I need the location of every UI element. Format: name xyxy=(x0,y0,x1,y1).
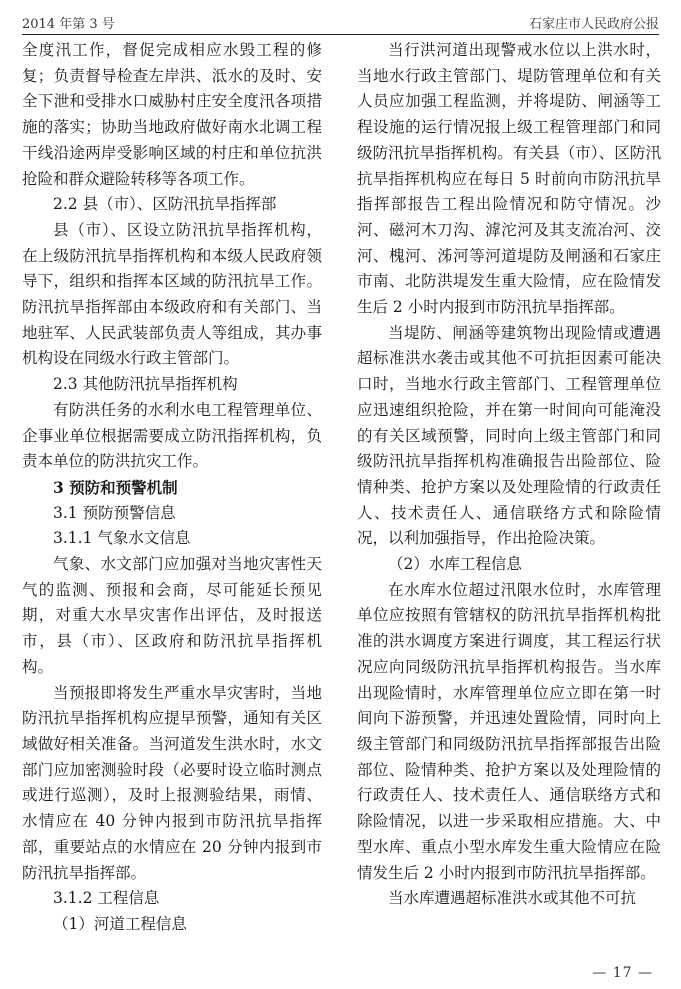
left-column xyxy=(22,38,322,938)
journal-title: 石家庄市人民政府公报 xyxy=(528,17,659,32)
paragraph: 当堤防、闸涵等建筑物出现险情或遭遇超标准洪水袭击或其他不可抗拒因素可能决口时，当地水行政主管部门、工程管理单位应迅速组织抢险，并在第一时间向可能淹没的有关区域预警，同时向上级主管部门和同级防汛抗旱指挥机构准确报告出险部位、险情种类、抢护方案以及处理险情的行政责任人、技术责任人、通信联络方式和除险情况，以利加强指导，作出抢险决策。 xyxy=(357,323,661,548)
paragraph: 有防洪任务的水利水电工程管理单位、企事业单位根据需要成立防汛指挥机构，负责本单位的防洪抗灾工作。 xyxy=(22,400,322,471)
page-number: — 17 — xyxy=(592,965,653,981)
paragraph: 气象、水文部门应加强对当地灾害性天气的监测、预报和会商，尽可能延长预见期，对重大水旱灾害作出评估，及时报送市，县（市）、区政府和防汛抗旱指挥机构。 xyxy=(22,555,322,676)
subsection-heading: 3.1.2 工程信息 xyxy=(53,889,160,908)
subsection-heading: 3.1.1 气象水文信息 xyxy=(53,529,191,548)
running-header xyxy=(22,10,659,32)
paragraph: 县（市）、区设立防汛抗旱指挥机构，在上级防汛抗旱指挥机构和本级人民政府领导下，组织和指挥本区域的防汛抗旱工作。防汛抗旱指挥部由本级政府和有关部门、当地驻军、人民武装部负责人等组成，其办事机构设在同级水行政主管部门。 xyxy=(22,220,322,368)
section-heading: 2.3 其他防汛抗旱指挥机构 xyxy=(53,375,238,394)
right-column xyxy=(357,38,661,912)
paragraph: 当行洪河道出现警戒水位以上洪水时，当地水行政主管部门、堤防管理单位和有关人员应加强工程监测，并将堤防、闸涵等工程设施的运行情况报上级工程管理部门和同级防汛抗旱指挥机构。有关县（市）、区防汛抗旱指挥机构应在每日 5 时前向市防汛抗旱指挥部报告工程出险情况和防守情况。沙河、磁河木刀沟、滹沱河及其支流冶河、洨河、槐河、泲河等河道堤防及闸涵和石家庄市南、北防洪堤发生重大险情，应在险情发生后 2 小时内报到市防汛抗旱指挥部。 xyxy=(357,41,661,317)
paragraph: 全度汛工作，督促完成相应水毁工程的修复；负责督导检查左岸洪、泜水的及时、安全下泄和受排水口威胁村庄安全度汛各项措施的落实；协助当地政府做好南水北调工程干线沿途两岸受影响区域的村庄和单位抗洪抢险和群众避险转移等各项工作。 xyxy=(22,41,322,188)
item-heading: （1）河道工程信息 xyxy=(53,914,187,933)
issue-label: 2014 年第 3 号 xyxy=(22,17,115,32)
paragraph: 在水库水位超过汛限水位时，水库管理单位应按照有管辖权的防汛抗旱指挥机构批准的洪水调度方案进行调度，其工程运行状况应向同级防汛抗旱指挥机构报告。当水库出现险情时，水库管理单位应立即在第一时间向下游预警，并迅速处置险情，同时向上级主管部门和同级防汛抗旱指挥部报告出险部位、险情种类、抢护方案以及处理险情的行政责任人、技术责任人、通信联络方式和除险情况，以进一步采取相应措施。大、中型水库、重点小型水库发生重大险情应在险情发生后 2 小时内报到市防汛抗旱指挥部。 xyxy=(357,580,661,882)
chapter-heading: 3 预防和预警机制 xyxy=(53,477,178,497)
item-heading: （2）水库工程信息 xyxy=(388,555,522,574)
section-heading: 2.2 县（市）、区防汛抗旱指挥部 xyxy=(53,195,277,214)
paragraph: 当水库遭遇超标准洪水或其他不可抗 xyxy=(388,889,637,908)
section-heading: 3.1 预防预警信息 xyxy=(53,503,176,522)
paragraph: 当预报即将发生严重水旱灾害时，当地防汛抗旱指挥机构应提早预警，通知有关区域做好相关准备。当河道发生洪水时，水文部门应加密测验时段（必要时设立临时测点或进行巡测），及时上报测验结果，雨情、水情应在 40 分钟内报到市防汛抗旱指挥部，重要站点的水情应在 20 分钟内报到市防汛抗旱指挥部。 xyxy=(22,683,322,882)
header-divider xyxy=(22,34,659,35)
